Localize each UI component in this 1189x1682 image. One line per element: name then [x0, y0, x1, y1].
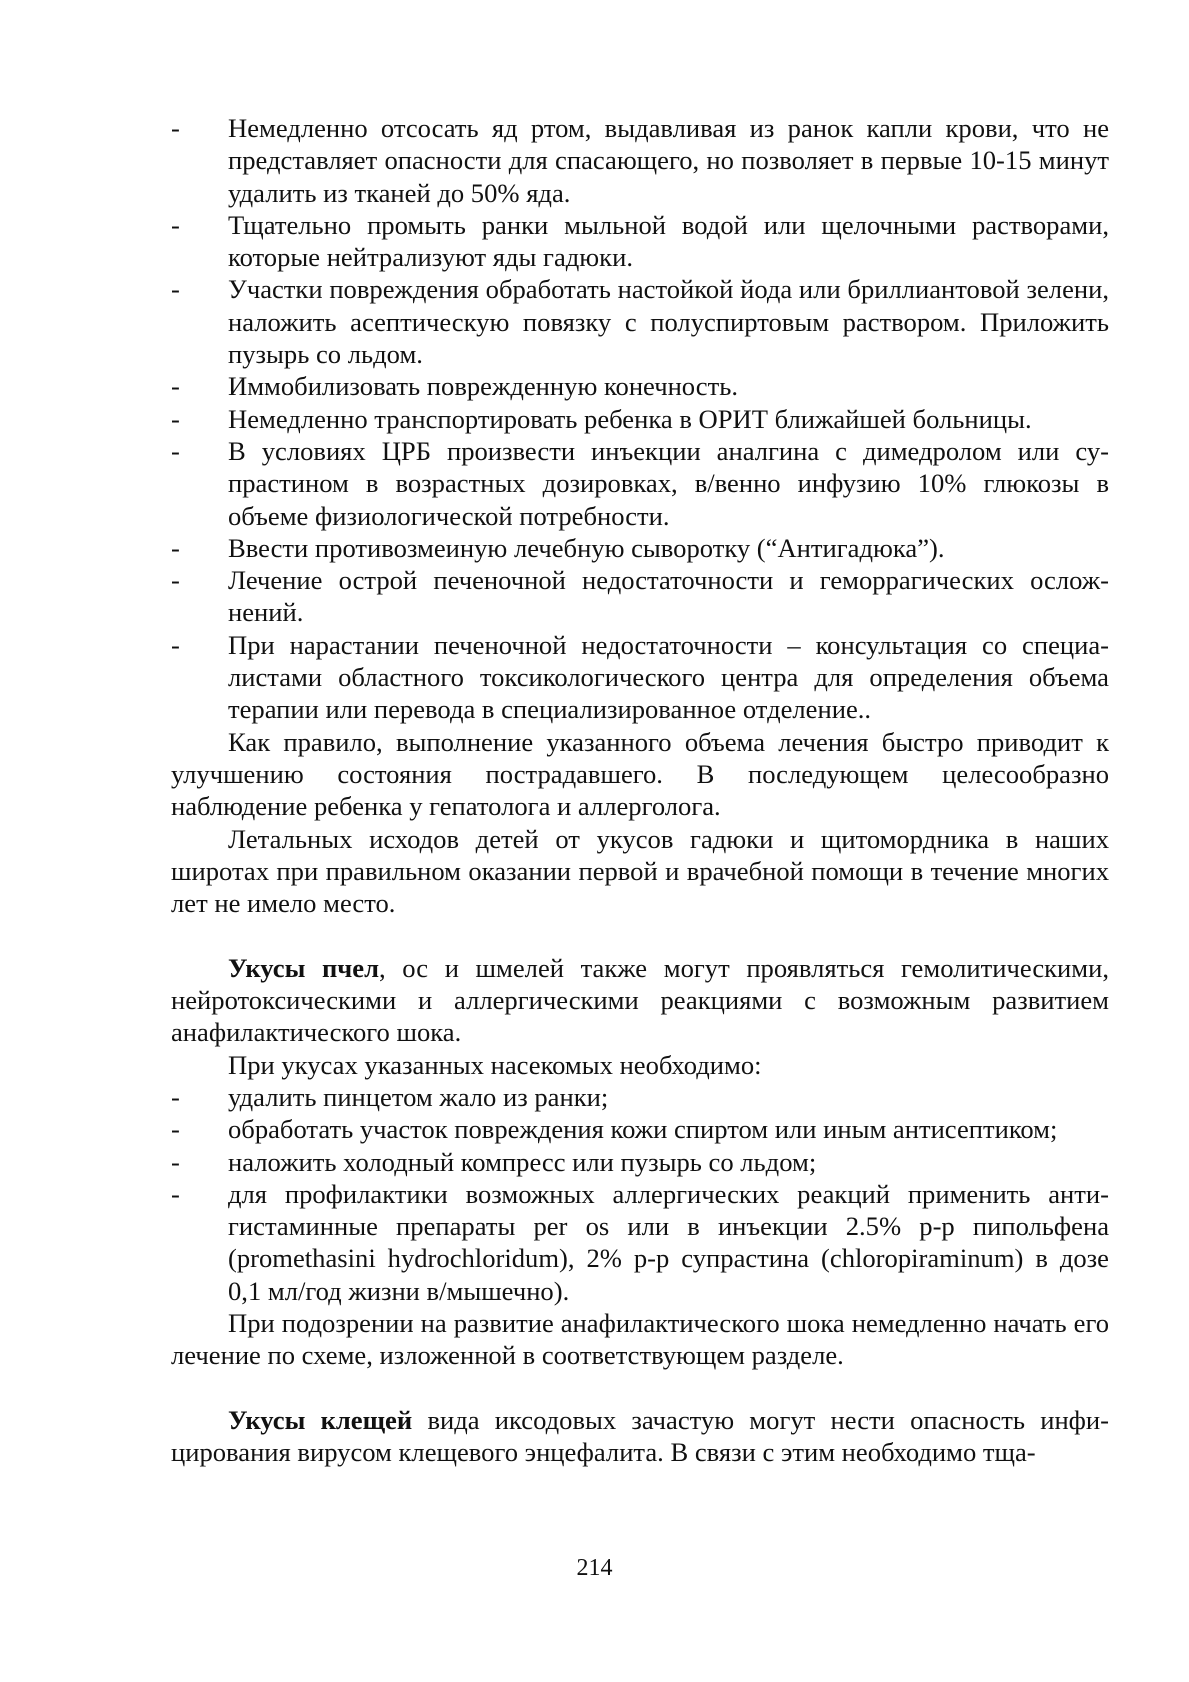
list-dash: - [171, 1146, 180, 1177]
list-dash: - [171, 113, 180, 143]
list-item [171, 435, 1109, 532]
bee-sting-steps-list [171, 1081, 1109, 1307]
list-dash: - [171, 1081, 180, 1112]
list-item-text: Иммобилизовать поврежденную конечность. [228, 371, 738, 402]
tick-bites-text: вида иксодовых зачастую могут нести опасность инфицирования вирусом клещевого энцефалита. В связи с этим необходимо тща- [171, 1404, 1110, 1468]
list-item-text: Участки повреждения обработать настойкой йода или бриллиантовой зелени, наложить асептическую повязку с полуспиртовым раствором. Приложить пузырь со льдом. [228, 274, 1109, 370]
page-body [171, 112, 1109, 1468]
list-dash: - [171, 629, 180, 660]
list-dash: - [171, 274, 180, 305]
list-item [171, 1178, 1109, 1307]
section-gap [171, 1372, 1109, 1404]
list-dash: - [171, 209, 180, 240]
list-item [171, 1113, 1109, 1145]
bee-stings-text: , ос и шмелей также могут проявляться гемолитическими, нейротоксическими и аллергическими реакциями с возможным развитием анафилактического шока. [171, 952, 1109, 1048]
list-dash: - [171, 1114, 180, 1145]
tick-bites-paragraph [171, 1404, 1109, 1469]
list-item [171, 370, 1109, 402]
list-item [171, 403, 1109, 435]
bee-stings-intro: При укусах указанных насекомых необходимо: [228, 1049, 762, 1080]
bee-stings-heading: Укусы пчел [228, 952, 380, 983]
page-number: 214 [576, 1555, 613, 1581]
list-item-text: Лечение острой печеночной недостаточности и геморрагических осложнений. [228, 565, 1109, 628]
list-item-text: удалить пинцетом жало из ранки; [228, 1081, 609, 1112]
list-item [171, 1081, 1109, 1113]
list-item-text: Немедленно отсосать яд ртом, выдавливая из ранок капли крови, что не представляет опасности для спасающего, но позволяет в первые 10-15 минут удалить из тканей до 50% яда. [228, 113, 1109, 208]
list-item-text: Ввести противозмеиную лечебную сыворотку (“Антигадюка”). [228, 532, 945, 563]
lethal-outcomes-paragraph: Летальных исходов детей от укусов гадюки и щитомордника в наших широтах при правильном оказании первой и врачебной помощи в течение многих лет не имело место. [171, 823, 1109, 919]
list-dash: - [171, 1178, 180, 1209]
list-item-text: При нарастании печеночной недостаточности – консультация со специалистами областного токсикологического центра для определения объема терапии или перевода в специализированное отделение.. [228, 629, 1109, 725]
bee-stings-paragraph [171, 952, 1109, 1049]
list-dash: - [171, 403, 180, 434]
list-item [171, 564, 1109, 629]
list-item-text: Тщательно промыть ранки мыльной водой или щелочными растворами, которые нейтрализуют яды гадюки. [228, 209, 1109, 273]
tick-bites-heading: Укусы клещей [228, 1404, 413, 1435]
list-dash: - [171, 565, 180, 596]
list-dash: - [171, 532, 180, 563]
treatment-result-paragraph: Как правило, выполнение указанного объема лечения быстро приводит к улучшению состояния пострадавшего. В последующем целесообразно наблюдение ребенка у гепатолога и аллерголога. [171, 726, 1109, 822]
list-item-text: обработать участок повреждения кожи спиртом или иным антисептиком; [228, 1114, 1058, 1145]
list-item [171, 532, 1109, 564]
list-item [171, 1146, 1109, 1178]
anaphylactic-shock-paragraph: При подозрении на развитие анафилактического шока немедленно начать его лечение по схеме, изложенной в соответствующем разделе. [171, 1307, 1109, 1371]
list-item-text: В условиях ЦРБ произвести инъекции аналгина с димедролом или супрастином в возрастных дозировках, в/венно инфузию 10% глюкозы в объеме физиологической потребности. [228, 435, 1109, 531]
section-gap [171, 919, 1109, 951]
viper-bite-steps-list [171, 112, 1109, 726]
list-dash: - [171, 371, 180, 402]
list-item-text: для профилактики возможных аллергических реакций применить антигистаминные препараты per os или в инъекции 2.5% р-р пипольфена (promethasini hydrochloridum), 2% р-р супрастина (chloropiraminum) в дозе 0,1 мл/год жизни в/мышечно). [228, 1178, 1109, 1306]
list-item-text: наложить холодный компресс или пузырь со льдом; [228, 1146, 817, 1177]
list-item [171, 629, 1109, 726]
list-item [171, 112, 1109, 209]
list-dash: - [171, 435, 180, 466]
list-item-text: Немедленно транспортировать ребенка в ОРИТ ближайшей больницы. [228, 403, 1032, 434]
list-item [171, 273, 1109, 370]
list-item [171, 209, 1109, 274]
